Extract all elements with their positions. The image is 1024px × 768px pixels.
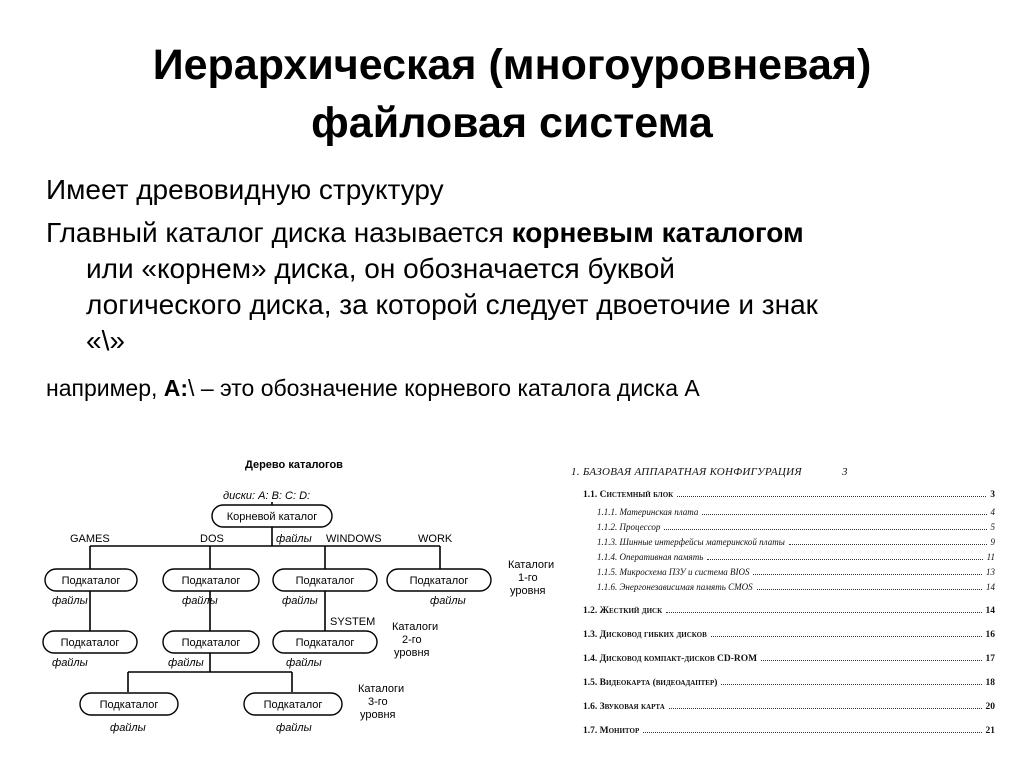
files-label: файлы [52,657,88,669]
bullet-line-4: «\» [86,325,125,356]
toc-entry-page: 5 [990,522,995,532]
toc-header-title: 1. БАЗОВАЯ АППАРАТНАЯ КОНФИГУРАЦИЯ [571,466,802,478]
subdir-node: Подкаталог [263,699,323,711]
tree-title: Дерево каталогов [245,459,343,471]
subdir-node: Подкаталог [181,637,241,649]
toc-leader-dots [789,544,987,545]
subdir-node: Подкаталог [99,699,159,711]
toc-entry-label: 1.2. Жесткий диск [583,606,663,616]
directory-tree-diagram [0,450,560,750]
toc-entry-label: 1.1.1. Материнская плата [597,507,699,517]
table-of-contents [565,466,995,750]
subdir-node: Подкаталог [295,575,355,587]
games-label: GAMES [70,533,110,545]
files-label: файлы [52,595,88,607]
example-prefix: например, [46,375,164,401]
level3-caption: Каталоги [358,683,405,695]
toc-entry-label: 1.1. Системный блок [583,490,674,500]
toc-entry-page: 14 [986,582,995,592]
toc-entry [597,537,995,552]
toc-entry-label: 1.1.2. Процессор [597,522,661,532]
toc-entry-label: 1.1.3. Шинные интерфейсы материнской платы [597,537,785,547]
toc-entry-label: 1.1.4. Оперативная память [597,552,704,562]
bullet-tree-structure: Имеет древовидную структуру [46,174,444,205]
bullet-text: Главный каталог диска называется [46,217,512,248]
toc-entry-page: 3 [990,490,995,500]
toc-entry-label: 1.1.6. Энергонезависимая память CMOS [597,582,753,592]
slide-title [0,36,1024,152]
windows-label: WINDOWS [326,533,382,545]
toc-leader-dots [664,529,986,530]
work-label: WORK [418,533,453,545]
files-label: файлы [286,657,322,669]
toc-entry [583,726,995,750]
toc-entry-page: 13 [986,567,995,577]
toc-leader-dots [666,612,981,613]
title-line-2: файловая система [311,99,713,147]
level1-caption: Каталоги [508,559,555,571]
toc-entry-label: 1.5. Видеокарта (видеоадаптер) [583,678,718,688]
toc-entry-label: 1.3. Дисковод гибких дисков [583,630,707,640]
toc-entry-page: 11 [986,552,995,562]
subdir-node: Подкаталог [295,637,355,649]
toc-entry-label: 1.1.5. Микросхема ПЗУ и система BIOS [597,567,750,577]
toc-leader-dots [669,708,982,709]
toc-entry-page: 18 [985,678,995,688]
toc-leader-dots [753,574,982,575]
files-label: файлы [168,657,204,669]
root-node: Корневой каталог [226,511,318,523]
files-label: файлы [282,595,318,607]
files-label: файлы [430,595,466,607]
bullet-line-1 [46,215,996,251]
example-drive: А: [163,375,189,401]
level2-caption: уровня [394,647,430,659]
toc-entry-page: 14 [985,606,995,616]
files-label: файлы [276,533,312,545]
toc-leader-dots [643,732,981,733]
toc-header [571,466,995,490]
level1-caption: 1-го [518,572,538,584]
level2-caption: 2-го [402,634,422,646]
example-rest: \ – это обозначение корневого каталога диска А [188,375,700,401]
toc-leader-dots [711,636,982,637]
toc-entry-label: 1.7. Монитор [583,726,640,736]
toc-entry [597,567,995,582]
toc-entry [583,490,995,507]
toc-leader-dots [702,514,986,515]
toc-entry-page: 17 [985,654,995,664]
subdir-node: Подкаталог [60,637,120,649]
bullet-root-directory [46,215,996,359]
system-label: SYSTEM [330,616,376,628]
toc-entry [583,678,995,702]
toc-leader-dots [677,496,986,497]
toc-leader-dots [707,559,982,560]
toc-entry [597,507,995,522]
files-label: файлы [182,595,218,607]
files-label: файлы [276,722,312,734]
toc-leader-dots [721,684,981,685]
toc-entry [583,606,995,630]
toc-entry [583,630,995,654]
subdir-node: Подкаталог [409,575,469,587]
bullet-line-2: или «корнем» диска, он обозначается буквой [86,253,675,284]
root-term: корневым каталогом [511,217,804,248]
toc-leader-dots [757,589,982,590]
toc-entry [583,702,995,726]
level2-caption: Каталоги [392,621,439,633]
level1-caption: уровня [510,585,546,597]
toc-entry-page: 16 [985,630,995,640]
toc-entry [583,654,995,678]
example-text [46,370,996,406]
toc-entry [597,522,995,537]
toc-entry-page: 20 [985,702,995,712]
level3-caption: уровня [360,709,396,721]
toc-entry [597,582,995,606]
subdir-node: Подкаталог [61,575,121,587]
toc-entry-page: 4 [990,507,995,517]
toc-entry-label: 1.4. Дисковод компакт-дисков CD-ROM [583,654,758,664]
toc-entry [597,552,995,567]
disks-label: диски: A: B: C: D: [223,490,311,502]
toc-header-page: 3 [841,466,848,478]
dos-label: DOS [200,533,224,545]
toc-entry-label: 1.6. Звуковая карта [583,702,665,712]
bullet-line-3: логического диска, за которой следует двоеточие и знак [86,289,818,320]
title-line-1: Иерархическая (многоуровневая) [152,41,872,89]
level3-caption: 3-го [368,696,388,708]
toc-entry-page: 21 [985,726,995,736]
files-label: файлы [110,722,146,734]
toc-entry-page: 9 [990,537,995,547]
subdir-node: Подкаталог [181,575,241,587]
toc-leader-dots [761,660,981,661]
